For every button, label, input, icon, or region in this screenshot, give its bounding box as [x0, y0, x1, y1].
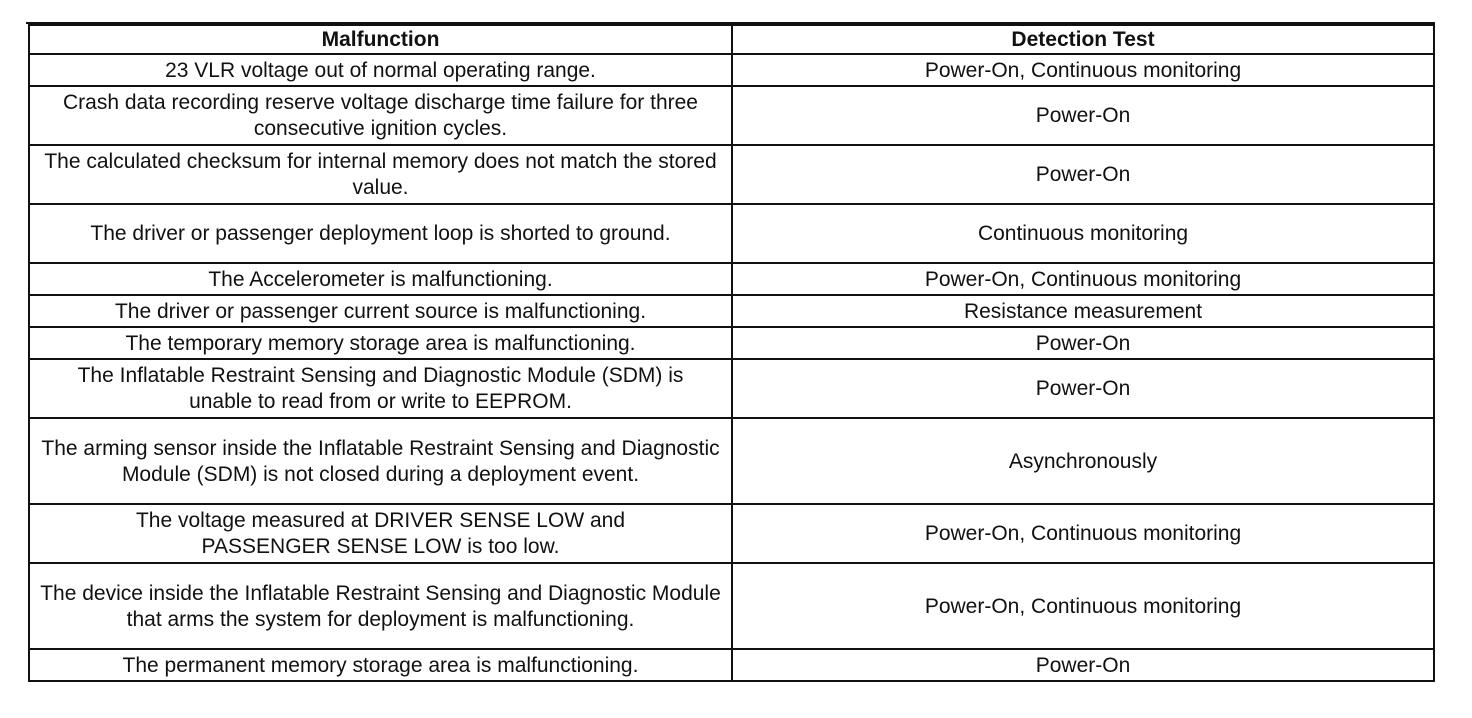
malfunction-cell: The calculated checksum for internal memory does not match the stored value.	[29, 145, 732, 204]
detection-test-cell: Power-On, Continuous monitoring	[732, 263, 1434, 295]
malfunction-cell: The permanent memory storage area is malfunctioning.	[29, 649, 732, 681]
table-row	[29, 86, 1434, 145]
table-row	[29, 295, 1434, 327]
table-row	[29, 327, 1434, 359]
malfunction-cell: The Inflatable Restraint Sensing and Diagnostic Module (SDM) is unable to read from or write to EEPROM.	[29, 359, 732, 418]
malfunction-cell: The voltage measured at DRIVER SENSE LOW and PASSENGER SENSE LOW is too low.	[29, 504, 732, 563]
table-row	[29, 504, 1434, 563]
malfunction-cell: The driver or passenger current source is malfunctioning.	[29, 295, 732, 327]
detection-test-cell: Power-On	[732, 145, 1434, 204]
detection-test-cell: Power-On	[732, 359, 1434, 418]
malfunction-cell: The Accelerometer is malfunctioning.	[29, 263, 732, 295]
malfunction-cell: The driver or passenger deployment loop is shorted to ground.	[29, 204, 732, 263]
detection-test-cell: Power-On, Continuous monitoring	[732, 504, 1434, 563]
detection-test-cell: Resistance measurement	[732, 295, 1434, 327]
detection-test-cell: Power-On	[732, 327, 1434, 359]
malfunction-cell: The arming sensor inside the Inflatable Restraint Sensing and Diagnostic Module (SDM) is not closed during a deployment event.	[29, 418, 732, 504]
table-header-row	[29, 25, 1434, 54]
header-detection-test: Detection Test	[732, 25, 1434, 54]
header-malfunction: Malfunction	[29, 25, 732, 54]
table-row	[29, 649, 1434, 681]
detection-test-cell: Power-On	[732, 86, 1434, 145]
malfunction-cell: The temporary memory storage area is malfunctioning.	[29, 327, 732, 359]
table-row	[29, 54, 1434, 86]
detection-test-cell: Asynchronously	[732, 418, 1434, 504]
detection-test-cell: Continuous monitoring	[732, 204, 1434, 263]
malfunction-cell: Crash data recording reserve voltage discharge time failure for three consecutive ignition cycles.	[29, 86, 732, 145]
malfunction-cell: 23 VLR voltage out of normal operating range.	[29, 54, 732, 86]
malfunction-detection-table	[28, 24, 1435, 682]
table-row	[29, 204, 1434, 263]
malfunction-cell: The device inside the Inflatable Restraint Sensing and Diagnostic Module that arms the system for deployment is malfunctioning.	[29, 563, 732, 649]
detection-test-cell: Power-On, Continuous monitoring	[732, 54, 1434, 86]
table-row	[29, 263, 1434, 295]
table-container	[28, 24, 1435, 682]
table-row	[29, 359, 1434, 418]
table-row	[29, 145, 1434, 204]
table-row	[29, 563, 1434, 649]
detection-test-cell: Power-On	[732, 649, 1434, 681]
table-row	[29, 418, 1434, 504]
detection-test-cell: Power-On, Continuous monitoring	[732, 563, 1434, 649]
